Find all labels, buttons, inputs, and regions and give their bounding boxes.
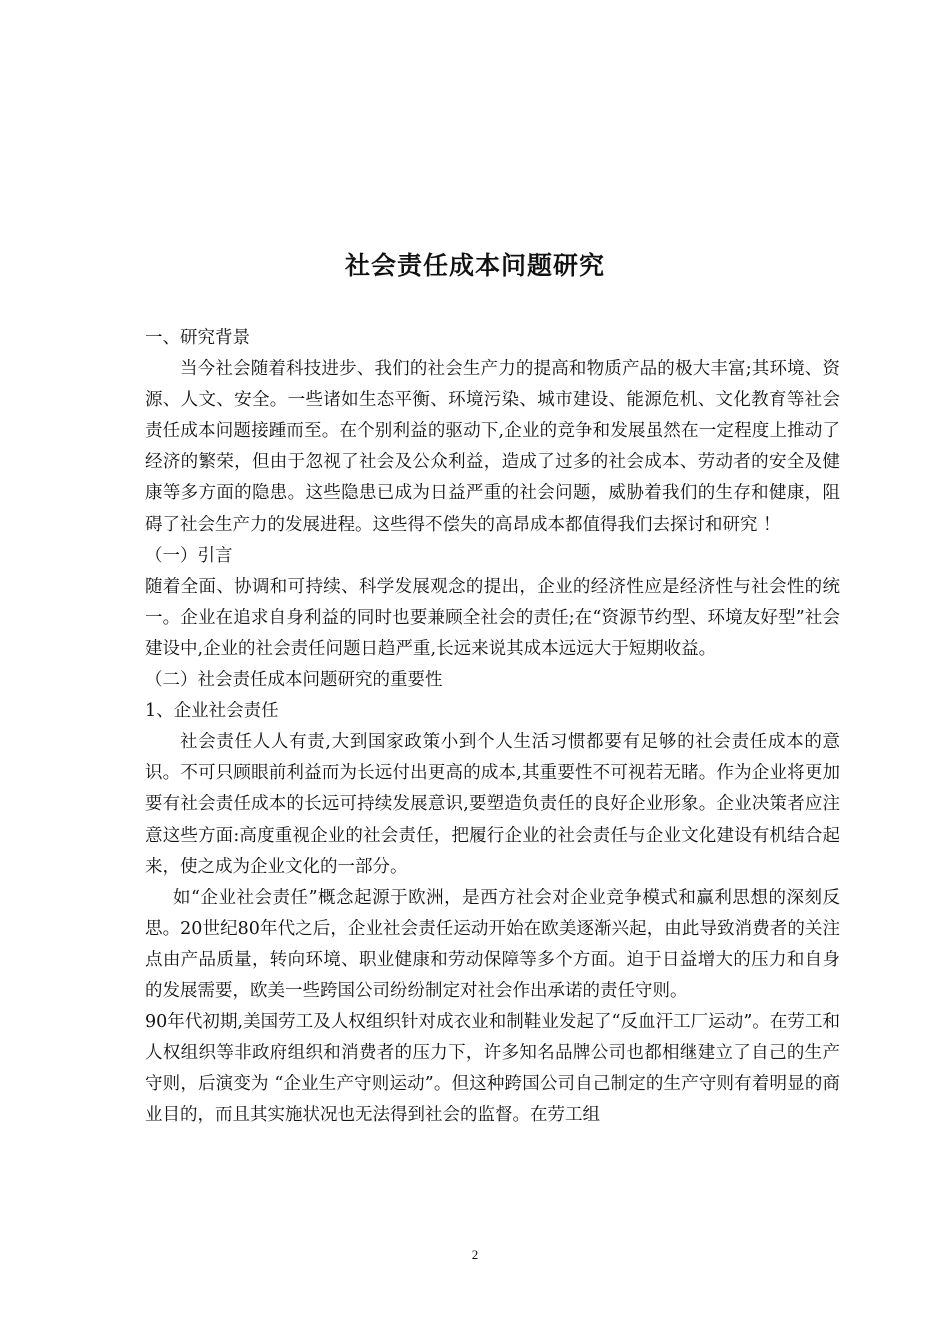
paragraph-introduction: 随着全面、协调和可持续、科学发展观念的提出，企业的经济性应是经济性与社会性的统一。企业在追求自身利益的同时也要兼顾全社会的责任;在“资源节约型、环境友好型”社会建设中,企业的社会责任问题日趋严重,长远来说其成本远远大于短期收益。 (145, 576, 840, 659)
subsection-heading-introduction: （一）引言 (145, 545, 233, 566)
subsection-heading-importance: （二）社会责任成本问题研究的重要性 (145, 670, 443, 691)
paragraph-background: 当今社会随着科技进步、我们的社会生产力的提高和物质产品的极大丰富;其环境、资源、人文、安全。一些诸如生态平衡、环境污染、城市建设、能源危机、文化教育等社会责任成本问题接踵而至。在个别利益的驱动下,企业的竞争和发展虽然在一定程度上推动了经济的繁荣，但由于忽视了社会及公众利益，造成了过多的社会成本、劳动者的安全及健康等多方面的隐患。这些隐患已成为日益严重的社会问题，威胁着我们的生存和健康，阻碍了社会生产力的发展进程。这些得不偿失的高昂成本都值得我们去探讨和研究 ！ (145, 359, 840, 535)
paragraph-csr: 社会责任人人有责,大到国家政策小到个人生活习惯都要有足够的社会责任成本的意识。不可只顾眼前利益而为长远付出更高的成本,其重要性不可视若无睹。作为企业将更加要有社会责任成本的长远可持续发展意识,要塑造负责任的良好企业形象。企业决策者应注意这些方面:高度重视企业的社会责任，把履行企业的社会责任与企业文化建设有机结合起来，使之成为企业文化的一部分。 (145, 732, 840, 877)
section-heading-research-background: 一、研究背景 (145, 328, 250, 348)
paragraph-anti-sweatshop: 90年代初期,美国劳工及人权组织针对成衣业和制鞋业发起了“反血汗工厂运动”。在劳工和人权组织等非政府组织和消费者的压力下，许多知名品牌公司也都相继建立了自己的生产守则，后演变为 “企业生产守则运动”。但这种跨国公司自己制定的生产守则有着明显的商业目的，而且其实施状况也无法得到社会的监督。在劳工组 (145, 1012, 840, 1126)
document-body (145, 323, 840, 1131)
document-title: 社会责任成本问题研究 (344, 251, 605, 280)
page-number: 2 (471, 1247, 479, 1262)
item-heading-csr: 1、企业社会责任 (145, 701, 279, 722)
paragraph-csr-origin: 如“企业社会责任”概念起源于欧洲，是西方社会对企业竞争模式和赢利思想的深刻反思。20世纪80年代之后，企业社会责任运动开始在欧美逐渐兴起，由此导致消费者的关注点由产品质量，转向环境、职业健康和劳动保障等多个方面。迫于日益增大的压力和自身的发展需要，欧美一些跨国公司纷纷制定对社会作出承诺的责任守则。 (145, 887, 840, 1001)
